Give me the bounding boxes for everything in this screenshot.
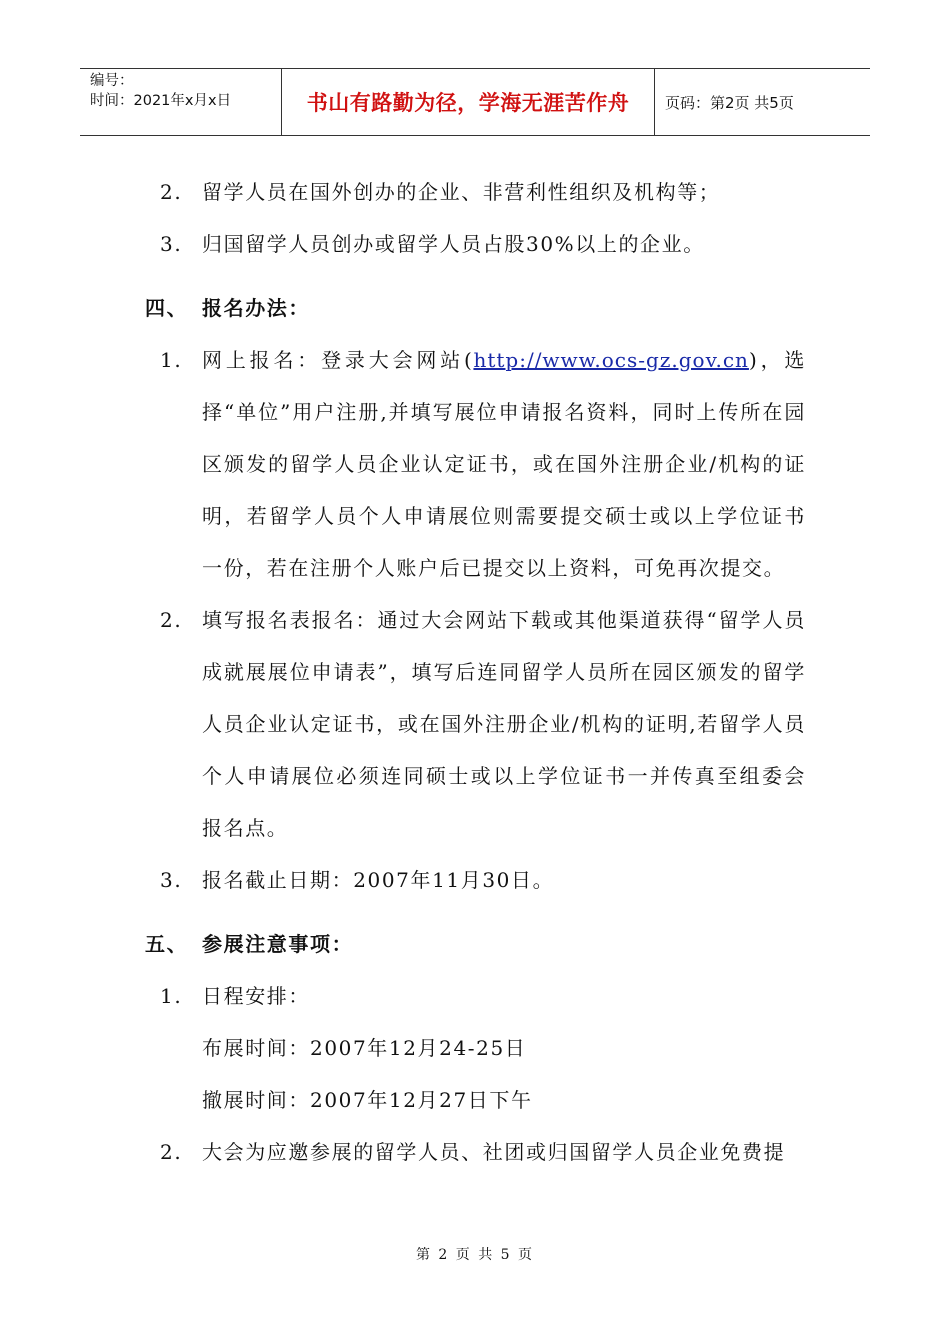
section-heading-4	[0, 282, 950, 334]
item-text-post: )，选择“单位”用户注册,并填写展位申请报名资料，同时上传所在园区颁发的留学人员企业认定证书，或在国外注册企业/机构的证明，若留学人员个人申请展位则需要提交硕士或以上学位证书一份，若在注册个人账户后已提交以上资料，可免再次提交。	[202, 348, 806, 580]
page-footer: 第 2 页 共 5 页	[415, 1247, 535, 1263]
item-number: 2.	[160, 180, 183, 204]
list-item	[0, 594, 950, 854]
list-item	[0, 218, 950, 270]
header-motto: 书山有路勤为径，学海无涯苦作舟	[282, 69, 655, 135]
item-text	[202, 334, 806, 594]
section-title: 参展注意事项：	[202, 932, 354, 956]
teardown-time: 撤展时间：2007年12月27日下午	[202, 1088, 533, 1112]
list-item	[0, 970, 950, 1022]
section-title: 报名办法：	[202, 296, 310, 320]
doc-time-label: 时间：2021年x月x日	[90, 93, 232, 109]
item-text: 大会为应邀参展的留学人员、社团或归国留学人员企业免费提	[202, 1140, 786, 1164]
item-number: 3.	[160, 868, 183, 892]
header-page-info: 页码：第2页 共5页	[665, 93, 794, 112]
list-item	[0, 1126, 950, 1178]
doc-code-label: 编号：	[90, 73, 134, 89]
list-item	[0, 166, 950, 218]
item-number: 1.	[160, 348, 183, 372]
section-number: 五、	[145, 932, 189, 956]
item-text: 报名截止日期：2007年11月30日。	[202, 868, 555, 892]
list-item	[0, 854, 950, 906]
item-text: 日程安排：	[202, 984, 310, 1008]
header-meta	[80, 69, 282, 135]
item-number: 2.	[160, 1140, 183, 1164]
list-item	[0, 334, 950, 594]
section-heading-5	[0, 918, 950, 970]
section-number: 四、	[145, 296, 189, 320]
item-text: 归国留学人员创办或留学人员占股30%以上的企业。	[202, 232, 705, 256]
item-text: 填写报名表报名：通过大会网站下载或其他渠道获得“留学人员成就展展位申请表”，填写后连同留学人员所在园区颁发的留学人员企业认定证书，或在国外注册企业/机构的证明,若留学人员个人申请展位必须连同硕士或以上学位证书一并传真至组委会报名点。	[202, 608, 806, 840]
document-body	[0, 166, 950, 1178]
item-number: 2.	[160, 608, 183, 632]
item-number: 3.	[160, 232, 183, 256]
website-link[interactable]: http://www.ocs-gz.gov.cn	[473, 348, 749, 372]
item-number: 1.	[160, 984, 183, 1008]
page-header	[80, 68, 870, 136]
item-text-pre: 网上报名：登录大会网站(	[202, 348, 474, 372]
item-text: 留学人员在国外创办的企业、非营利性组织及机构等；	[202, 180, 721, 204]
setup-time: 布展时间：2007年12月24-25日	[202, 1036, 527, 1060]
